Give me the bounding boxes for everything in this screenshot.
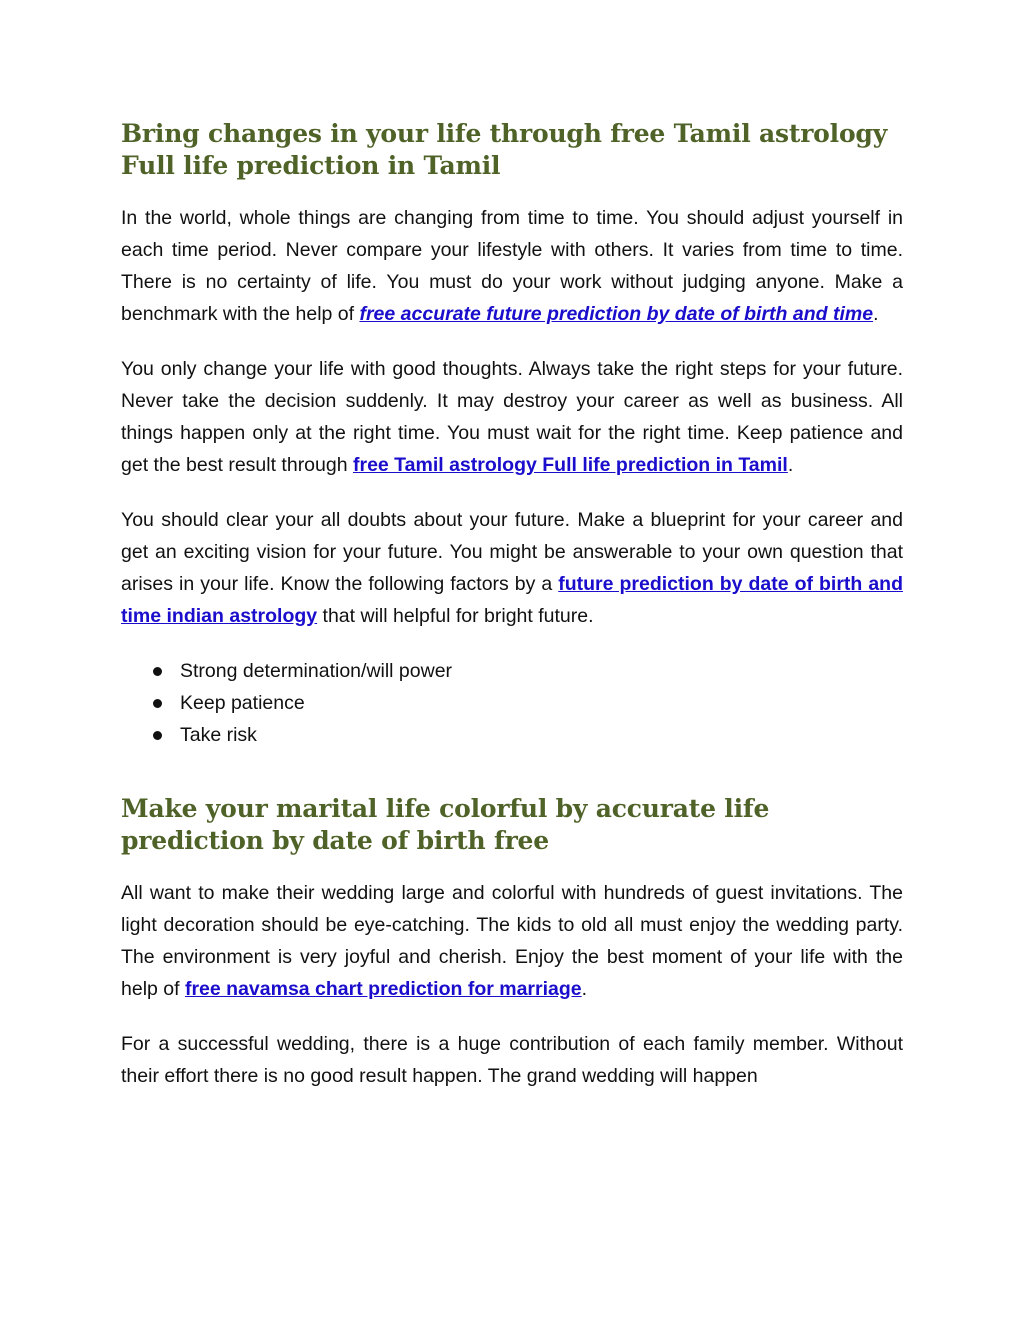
- link-future-prediction-indian-astrology[interactable]: future prediction by date of birth and time indian astrology: [121, 573, 903, 627]
- paragraph-text: All want to make their wedding large and colorful with hundreds of guest invitations. The light decoration should be eye-catching. The kids to old all must enjoy the wedding party. The environment is very joyful and cherish. Enjoy the best moment of your life with the help of: [121, 882, 903, 1000]
- paragraph-text-end: .: [581, 978, 588, 1000]
- paragraph-text: You should clear your all doubts about your future. Make a blueprint for your career and get an exciting vision for your future. You might be answerable to your own question that arises in your life. Know the following factors by a: [121, 509, 903, 595]
- list-item-label: Strong determination/will power: [180, 660, 453, 682]
- paragraph-text: For a successful wedding, there is a huge contribution of each family member. Without their effort there is no good result happen. The grand wedding will happen: [121, 1033, 903, 1087]
- bullet-icon: [153, 667, 162, 676]
- list-item-label: Take risk: [180, 724, 257, 746]
- paragraph-text: You only change your life with good thoughts. Always take the right steps for your future. Never take the decision suddenly. It may destroy your career as well as business. All things happen only at the right time. You must wait for the right time. Keep patience and get the best result through: [121, 358, 903, 476]
- paragraph-text: In the world, whole things are changing from time to time. You should adjust yourself in each time period. Never compare your lifestyle with others. It varies from time to time. There is no certainty of life. You must do your work without judging anyone. Make a benchmark with the help of: [121, 207, 903, 325]
- link-free-accurate-future-prediction[interactable]: free accurate future prediction by date of birth and time: [359, 303, 874, 325]
- list-item: [153, 687, 903, 719]
- factors-list: [121, 655, 903, 751]
- paragraph-successful-wedding: [121, 1028, 903, 1092]
- paragraph-good-thoughts: [121, 353, 903, 481]
- bullet-icon: [153, 699, 162, 708]
- paragraph-text-end: .: [787, 454, 794, 476]
- paragraph-text-end: that will helpful for bright future.: [317, 605, 594, 627]
- list-item-label: Keep patience: [180, 692, 305, 714]
- list-item: [153, 655, 903, 687]
- paragraph-wedding: [121, 877, 903, 1005]
- bullet-icon: [153, 731, 162, 740]
- section-heading-marital-life: Make your marital life colorful by accurate life prediction by date of birth free: [121, 794, 770, 855]
- link-free-tamil-astrology[interactable]: free Tamil astrology Full life prediction in Tamil: [352, 454, 788, 476]
- paragraph-clear-doubts: [121, 504, 903, 632]
- link-navamsa-chart-prediction[interactable]: free navamsa chart prediction for marriage: [184, 978, 582, 1000]
- section-heading-tamil-astrology: Bring changes in your life through free Tamil astrology Full life prediction in Tamil: [121, 119, 888, 180]
- paragraph-changing-world: [121, 202, 903, 330]
- document-page: [121, 118, 903, 1115]
- list-item: [153, 719, 903, 751]
- paragraph-text-end: .: [873, 303, 879, 325]
